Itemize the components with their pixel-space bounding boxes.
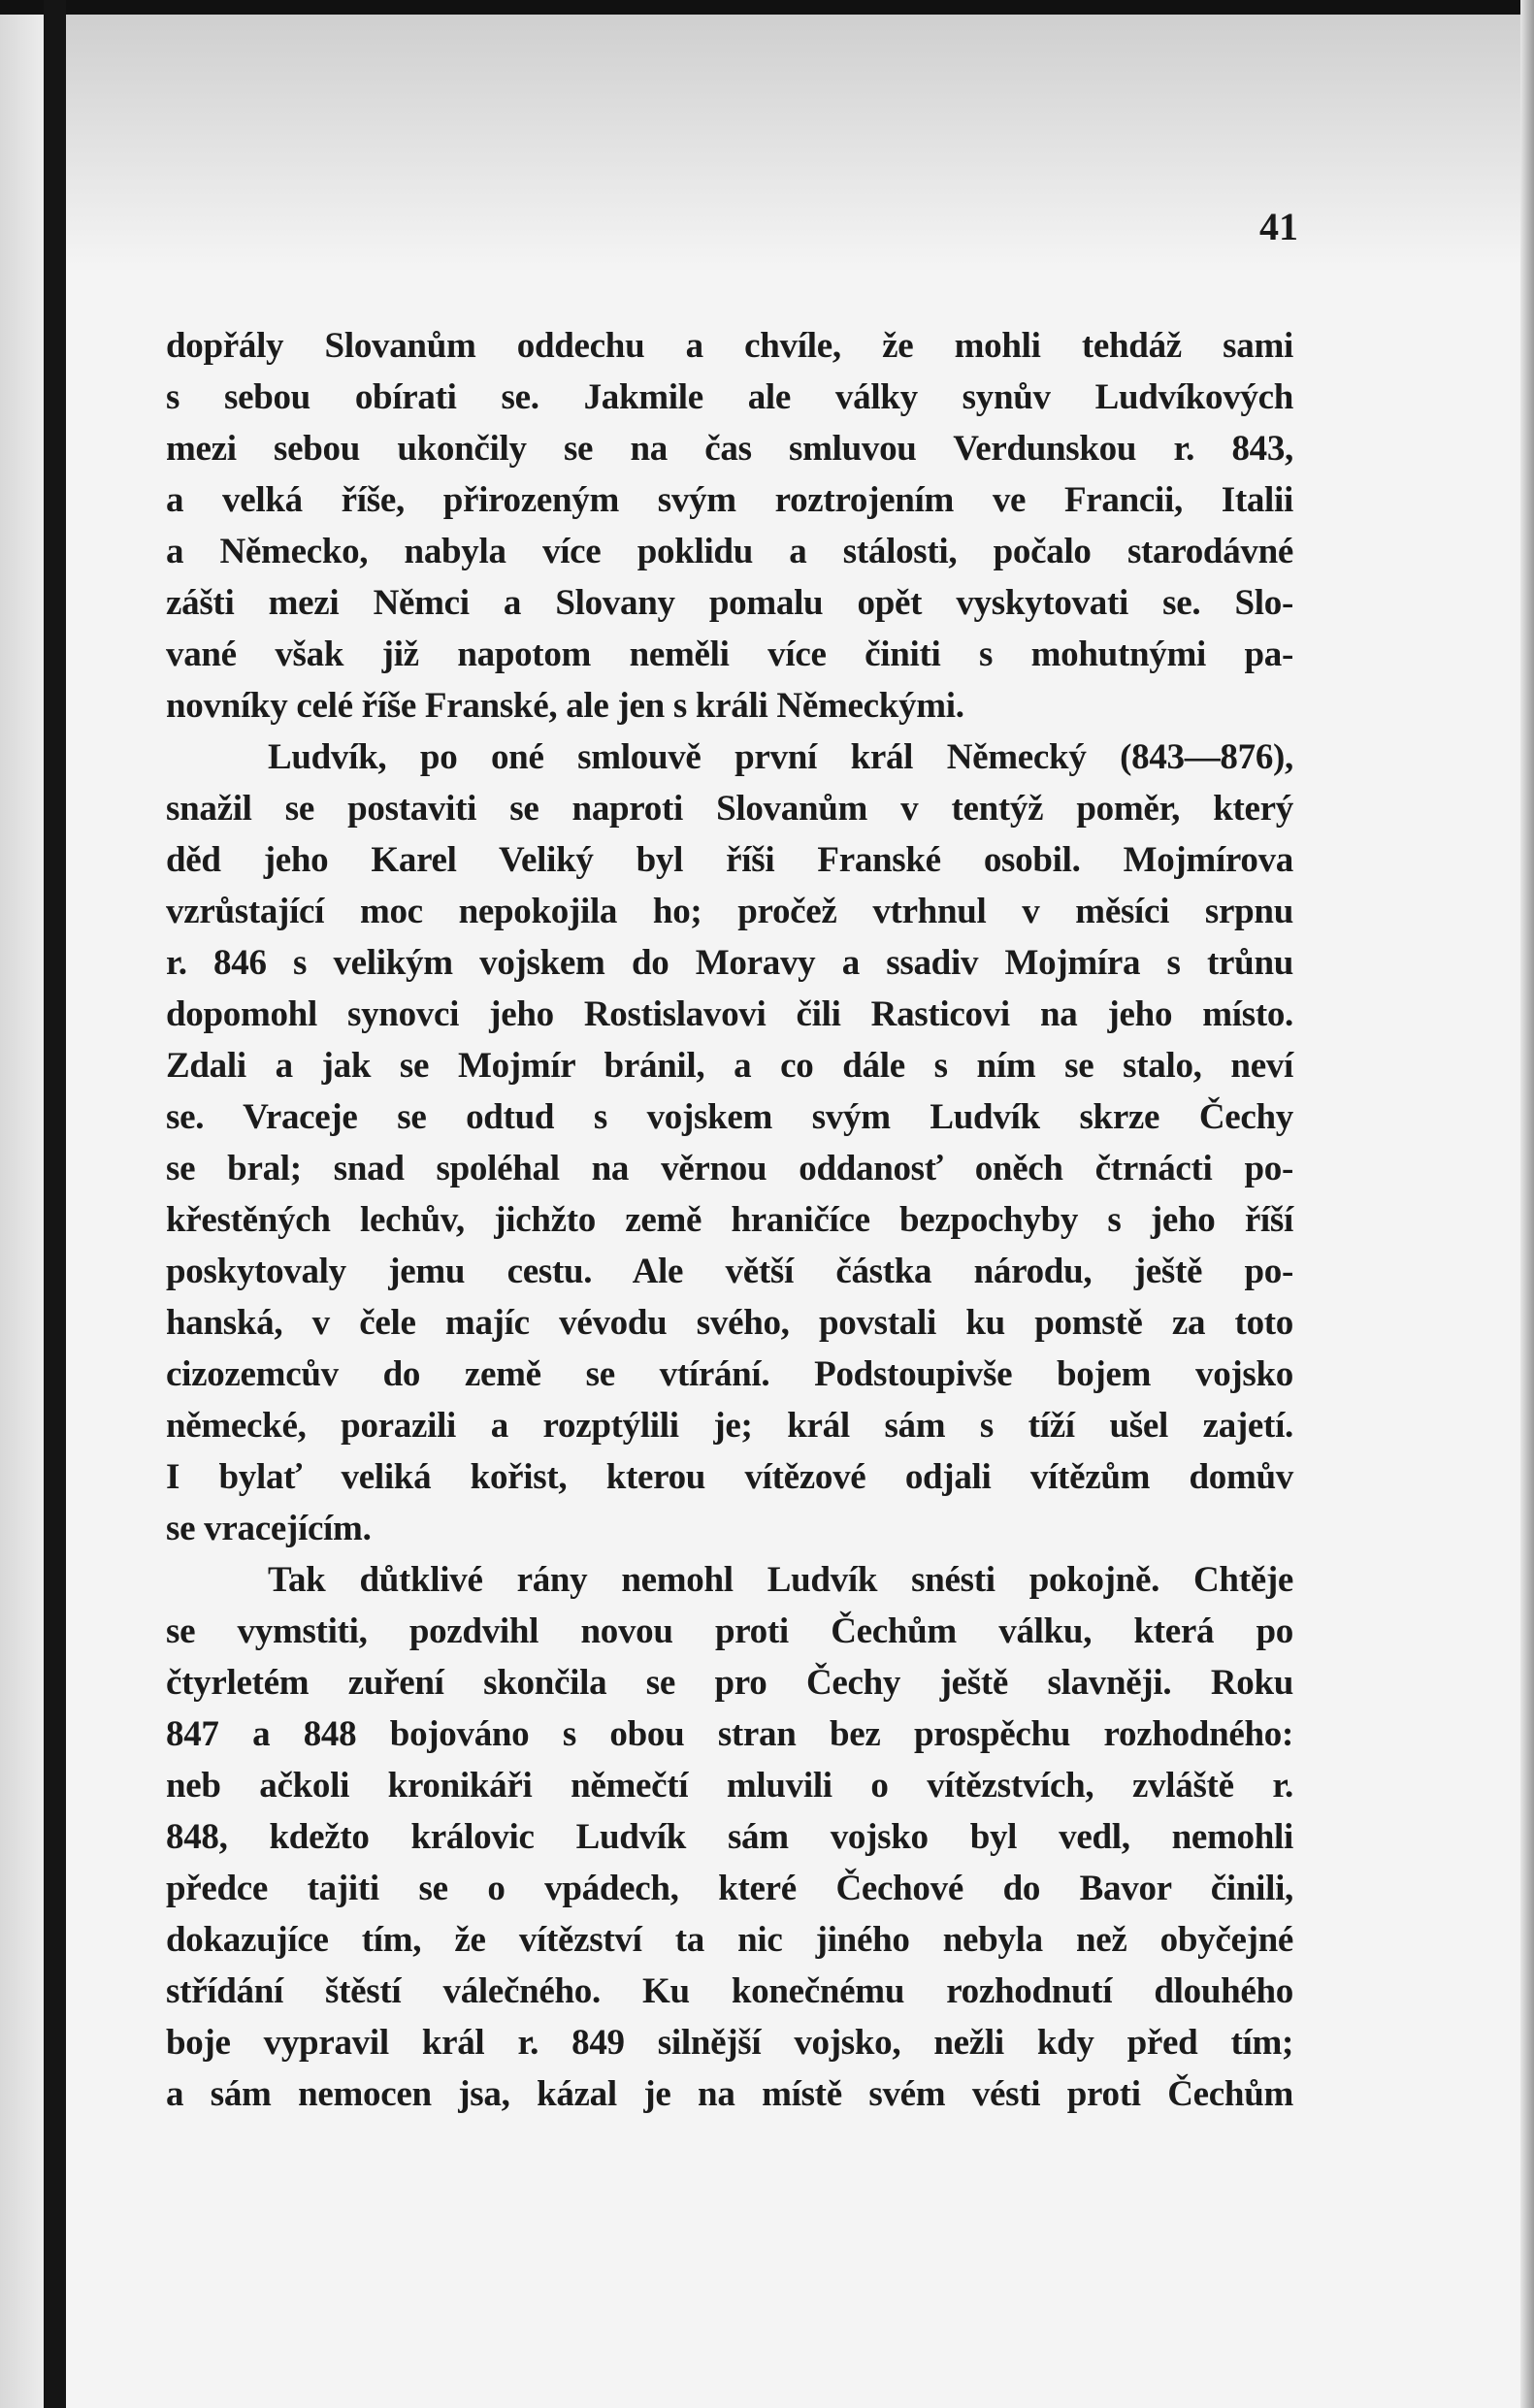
page-number: 41: [1259, 205, 1298, 248]
text-line: dopřály Slovanům oddechu a chvíle, že mohli tehdáž sami: [166, 326, 1293, 366]
text-line: Zdali a jak se Mojmír bránil, a co dále s ním se stalo, neví: [166, 1046, 1293, 1086]
book-binding-edge: [44, 0, 66, 2408]
text-line: čtyrletém zuření skončila se pro Čechy ještě slavněji. Roku: [166, 1663, 1293, 1703]
text-line: zášti mezi Němci a Slovany pomalu opět vyskytovati se. Slo-: [166, 583, 1293, 623]
text-line: 847 a 848 bojováno s obou stran bez prospěchu rozhodného:: [166, 1714, 1293, 1754]
text-line: předce tajiti se o vpádech, které Čechové do Bavor činili,: [166, 1869, 1293, 1908]
text-line: dopomohl synovci jeho Rostislavovi čili Rasticovi na jeho místo.: [166, 994, 1293, 1034]
text-line: se vracejícím.: [166, 1509, 372, 1548]
body-text: [166, 320, 1293, 2120]
text-line: vané však již napotom neměli více činiti s mohutnými pa-: [166, 635, 1293, 674]
text-line: hanská, v čele majíc vévodu svého, povstali ku pomstě za toto: [166, 1303, 1293, 1343]
text-line: německé, porazili a rozptýlili je; král sám s tíží ušel zajetí.: [166, 1406, 1293, 1446]
text-line: boje vypravil král r. 849 silnější vojsko, nežli kdy před tím;: [166, 2023, 1293, 2063]
text-line: I bylať veliká kořist, kterou vítězové odjali vítězům domův: [166, 1457, 1293, 1497]
text-line: s sebou obírati se. Jakmile ale války synův Ludvíkových: [166, 377, 1293, 417]
text-line: neb ačkoli kronikáři němečtí mluvili o vítězstvích, zvláště r.: [166, 1766, 1293, 1806]
scan-left-margin: [0, 15, 44, 2408]
scan-right-edge: [1520, 0, 1534, 2408]
text-line: a velká říše, přirozeným svým roztrojením ve Francii, Italii: [166, 480, 1293, 520]
text-line: děd jeho Karel Veliký byl říši Franské osobil. Mojmírova: [166, 840, 1293, 880]
text-line: dokazujíce tím, že vítězství ta nic jiného nebyla než obyčejné: [166, 1920, 1293, 1960]
text-line: se bral; snad spoléhal na věrnou oddanosť oněch čtrnácti po-: [166, 1149, 1293, 1188]
page-shading: [66, 15, 1534, 267]
text-line: 848, kdežto královic Ludvík sám vojsko byl vedl, nemohli: [166, 1817, 1293, 1857]
text-line: vzrůstající moc nepokojila ho; pročež vtrhnul v měsíci srpnu: [166, 892, 1293, 931]
text-line: a sám nemocen jsa, kázal je na místě svém vésti proti Čechům: [166, 2074, 1293, 2114]
text-line: cizozemcův do země se vtírání. Podstoupivše bojem vojsko: [166, 1354, 1293, 1394]
text-line: křestěných lechův, jichžto země hraničíce bezpochyby s jeho říší: [166, 1200, 1293, 1240]
text-line: poskytovaly jemu cestu. Ale větší částka národu, ještě po-: [166, 1252, 1293, 1291]
paragraph-start-line: Tak důtklivé rány nemohl Ludvík snésti pokojně. Chtěje: [268, 1560, 1293, 1600]
text-line: snažil se postaviti se naproti Slovanům v tentýž poměr, který: [166, 789, 1293, 829]
text-line: r. 846 s velikým vojskem do Moravy a ssadiv Mojmíra s trůnu: [166, 943, 1293, 983]
scan-top-edge: [0, 0, 1534, 15]
text-line: novníky celé říše Franské, ale jen s králi Německými.: [166, 686, 964, 726]
text-line: mezi sebou ukončily se na čas smluvou Verdunskou r. 843,: [166, 429, 1293, 469]
text-line: střídání štěstí válečného. Ku konečnému rozhodnutí dlouhého: [166, 1971, 1293, 2011]
text-line: a Německo, nabyla více poklidu a stálosti, počalo starodávné: [166, 532, 1293, 571]
text-line: se. Vraceje se odtud s vojskem svým Ludvík skrze Čechy: [166, 1097, 1293, 1137]
paragraph-start-line: Ludvík, po oné smlouvě první král Německý (843—876),: [268, 737, 1293, 777]
text-line: se vymstiti, pozdvihl novou proti Čechům válku, která po: [166, 1611, 1293, 1651]
